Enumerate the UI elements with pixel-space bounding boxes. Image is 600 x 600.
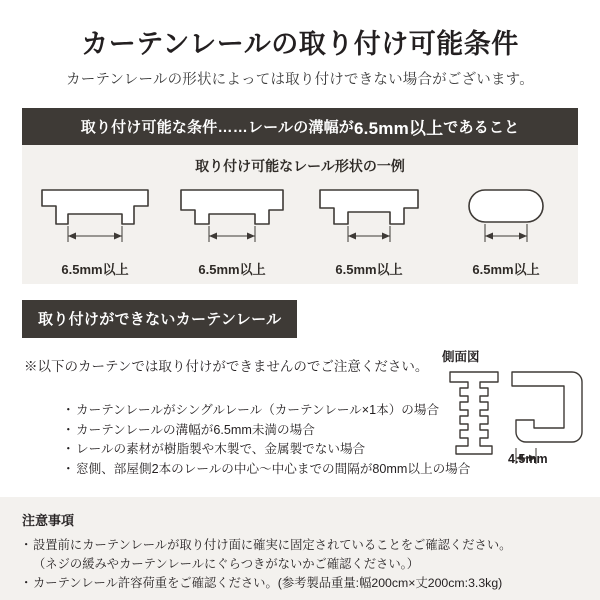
list-item: ・ 設置前にカーテンレールが取り付け面に確実に固定されていることをご確認ください。 [22, 536, 578, 555]
rail-example-4 [441, 180, 571, 280]
ok-condition-tail: であること [443, 119, 520, 136]
caution-list [22, 536, 578, 593]
ok-condition-bar [22, 108, 578, 145]
page-title: カーテンレールの取り付け可能条件 [81, 29, 519, 59]
ng-condition-list [24, 401, 474, 479]
rail-caption-2: 6.5mm以上 [198, 262, 266, 277]
rail-square-narrow-icon [304, 180, 434, 256]
side-view-caption: 4.5mm [508, 452, 548, 466]
rail-example-2 [167, 180, 297, 280]
caution-panel [0, 497, 600, 600]
ng-section-tag: 取り付けができないカーテンレール [22, 300, 297, 338]
ng-section-note: ※以下のカーテンでは取り付けができませんのでご注意ください。 [24, 359, 429, 374]
list-item: ・ カーテンレールがシングルレール（カーテンレール×1本）の場合 [64, 401, 474, 421]
rail-round-icon [441, 180, 571, 256]
rail-caption-1: 6.5mm以上 [61, 262, 129, 277]
ok-condition-lead: 取り付け可能な条件……レールの溝幅が [80, 119, 355, 136]
caution-heading: 注意事項 [22, 513, 75, 528]
side-view-title: 側面図 [442, 350, 480, 364]
rail-square-flat-icon [30, 180, 160, 256]
rail-caption-3: 6.5mm以上 [335, 262, 403, 277]
list-item: ・ レールの素材が樹脂製や木製で、金属製でない場合 [64, 440, 474, 460]
rail-square-wide-icon [167, 180, 297, 256]
ok-condition-strong: 6.5mm以上 [354, 119, 444, 138]
rail-caption-4: 6.5mm以上 [472, 262, 540, 277]
ok-subheading: 取り付け可能なレール形状の一例 [195, 158, 405, 174]
rail-example-1 [30, 180, 160, 280]
list-item: ・ 窓側、部屋側2本のレールの中心～中心までの間隔が80mm以上の場合 [64, 460, 474, 480]
list-item: ・ カーテンレールの溝幅が6.5mm未満の場合 [64, 421, 474, 441]
list-item: （ネジの緩みやカーテンレールにぐらつきがないかご確認ください。） [33, 557, 420, 571]
page-subtitle: カーテンレールの形状によっては取り付けできない場合がございます。 [66, 72, 534, 88]
list-item: ・ カーテンレール許容荷重をご確認ください。(参考製品重量:幅200cm×丈200cm:3.3kg) [22, 574, 578, 593]
rail-examples [22, 180, 578, 280]
ok-conditions-panel [22, 108, 578, 284]
rail-example-3 [304, 180, 434, 280]
